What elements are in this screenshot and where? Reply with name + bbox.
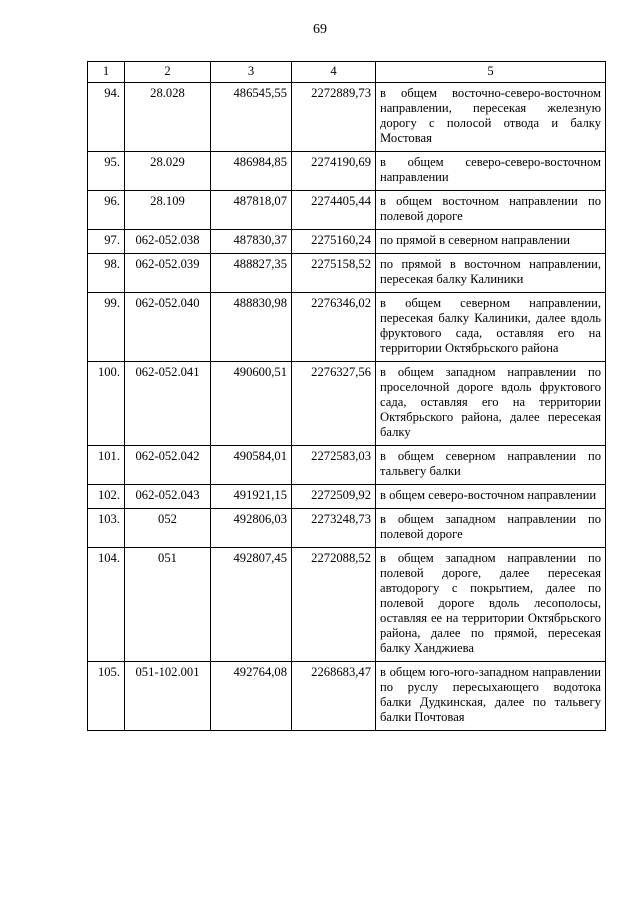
table-row bbox=[88, 662, 606, 731]
row-number: 99. bbox=[88, 293, 125, 362]
coordinate-x: 491921,15 bbox=[211, 485, 292, 509]
row-number: 94. bbox=[88, 83, 125, 152]
point-id: 062-052.041 bbox=[125, 362, 211, 446]
point-id: 28.029 bbox=[125, 152, 211, 191]
boundary-description: в общем западном направлении по проселочной дороге вдоль фруктового сада, оставляя его на территории Октябрьского района, далее пересекая балку bbox=[376, 362, 606, 446]
coordinate-y: 2274190,69 bbox=[292, 152, 376, 191]
row-number: 104. bbox=[88, 548, 125, 662]
table-row bbox=[88, 548, 606, 662]
point-id: 052 bbox=[125, 509, 211, 548]
boundary-description: в общем северо-северо-восточном направлении bbox=[376, 152, 606, 191]
coordinate-y: 2268683,47 bbox=[292, 662, 376, 731]
point-id: 062-052.040 bbox=[125, 293, 211, 362]
point-id: 051 bbox=[125, 548, 211, 662]
row-number: 97. bbox=[88, 230, 125, 254]
row-number: 102. bbox=[88, 485, 125, 509]
boundary-description: в общем северном направлении по тальвегу балки bbox=[376, 446, 606, 485]
boundary-points-table bbox=[87, 61, 606, 731]
table-row bbox=[88, 362, 606, 446]
boundary-description: по прямой в северном направлении bbox=[376, 230, 606, 254]
coordinate-y: 2272088,52 bbox=[292, 548, 376, 662]
row-number: 98. bbox=[88, 254, 125, 293]
coordinate-x: 492807,45 bbox=[211, 548, 292, 662]
row-number: 105. bbox=[88, 662, 125, 731]
header-cell-2: 2 bbox=[125, 62, 211, 83]
coordinate-x: 487818,07 bbox=[211, 191, 292, 230]
table-row bbox=[88, 485, 606, 509]
table-row bbox=[88, 293, 606, 362]
boundary-description: в общем западном направлении по полевой дороге, далее пересекая автодорогу с покрытием, далее по полевой дороге вдоль лесополосы, оставляя ее на территории Октябрьского района, далее по прямой, пересекая балку Ханджиева bbox=[376, 548, 606, 662]
coordinate-y: 2273248,73 bbox=[292, 509, 376, 548]
row-number: 101. bbox=[88, 446, 125, 485]
boundary-description: в общем юго-юго-западном направлении по руслу пересыхающего водотока балки Дудкинская, далее по тальвегу балки Почтовая bbox=[376, 662, 606, 731]
coordinate-y: 2272889,73 bbox=[292, 83, 376, 152]
coordinate-y: 2275158,52 bbox=[292, 254, 376, 293]
coordinate-y: 2272583,03 bbox=[292, 446, 376, 485]
row-number: 103. bbox=[88, 509, 125, 548]
table-body bbox=[88, 83, 606, 731]
table-row bbox=[88, 83, 606, 152]
coordinate-y: 2276346,02 bbox=[292, 293, 376, 362]
row-number: 95. bbox=[88, 152, 125, 191]
boundary-description: в общем западном направлении по полевой дороге bbox=[376, 509, 606, 548]
header-cell-4: 4 bbox=[292, 62, 376, 83]
coordinate-x: 490584,01 bbox=[211, 446, 292, 485]
boundary-description: в общем восточно-северо-восточном направлении, пересекая железную дорогу с полосой отвода и балку Мостовая bbox=[376, 83, 606, 152]
header-row bbox=[88, 62, 606, 83]
table-row bbox=[88, 446, 606, 485]
point-id: 28.028 bbox=[125, 83, 211, 152]
table-row bbox=[88, 254, 606, 293]
table-row bbox=[88, 191, 606, 230]
coordinate-y: 2275160,24 bbox=[292, 230, 376, 254]
coordinate-x: 487830,37 bbox=[211, 230, 292, 254]
coordinate-x: 488830,98 bbox=[211, 293, 292, 362]
header-cell-3: 3 bbox=[211, 62, 292, 83]
point-id: 062-052.042 bbox=[125, 446, 211, 485]
point-id: 062-052.039 bbox=[125, 254, 211, 293]
point-id: 28.109 bbox=[125, 191, 211, 230]
boundary-description: в общем северном направлении, пересекая балку Калиники, далее вдоль фруктового сада, оставляя его на территории Октябрьского района bbox=[376, 293, 606, 362]
table-row bbox=[88, 509, 606, 548]
coordinate-x: 492764,08 bbox=[211, 662, 292, 731]
table-row bbox=[88, 152, 606, 191]
point-id: 051-102.001 bbox=[125, 662, 211, 731]
boundary-description: в общем восточном направлении по полевой дороге bbox=[376, 191, 606, 230]
coordinate-y: 2276327,56 bbox=[292, 362, 376, 446]
boundary-description: по прямой в восточном направлении, пересекая балку Калиники bbox=[376, 254, 606, 293]
header-cell-5: 5 bbox=[376, 62, 606, 83]
point-id: 062-052.038 bbox=[125, 230, 211, 254]
coordinate-x: 486545,55 bbox=[211, 83, 292, 152]
row-number: 100. bbox=[88, 362, 125, 446]
page-number: 69 bbox=[313, 22, 327, 37]
coordinate-x: 492806,03 bbox=[211, 509, 292, 548]
coordinate-x: 488827,35 bbox=[211, 254, 292, 293]
coordinate-y: 2274405,44 bbox=[292, 191, 376, 230]
row-number: 96. bbox=[88, 191, 125, 230]
coordinate-x: 486984,85 bbox=[211, 152, 292, 191]
table-header bbox=[88, 62, 606, 83]
coordinate-y: 2272509,92 bbox=[292, 485, 376, 509]
point-id: 062-052.043 bbox=[125, 485, 211, 509]
boundary-description: в общем северо-восточном направлении bbox=[376, 485, 606, 509]
header-cell-1: 1 bbox=[88, 62, 125, 83]
table-row bbox=[88, 230, 606, 254]
coordinate-x: 490600,51 bbox=[211, 362, 292, 446]
